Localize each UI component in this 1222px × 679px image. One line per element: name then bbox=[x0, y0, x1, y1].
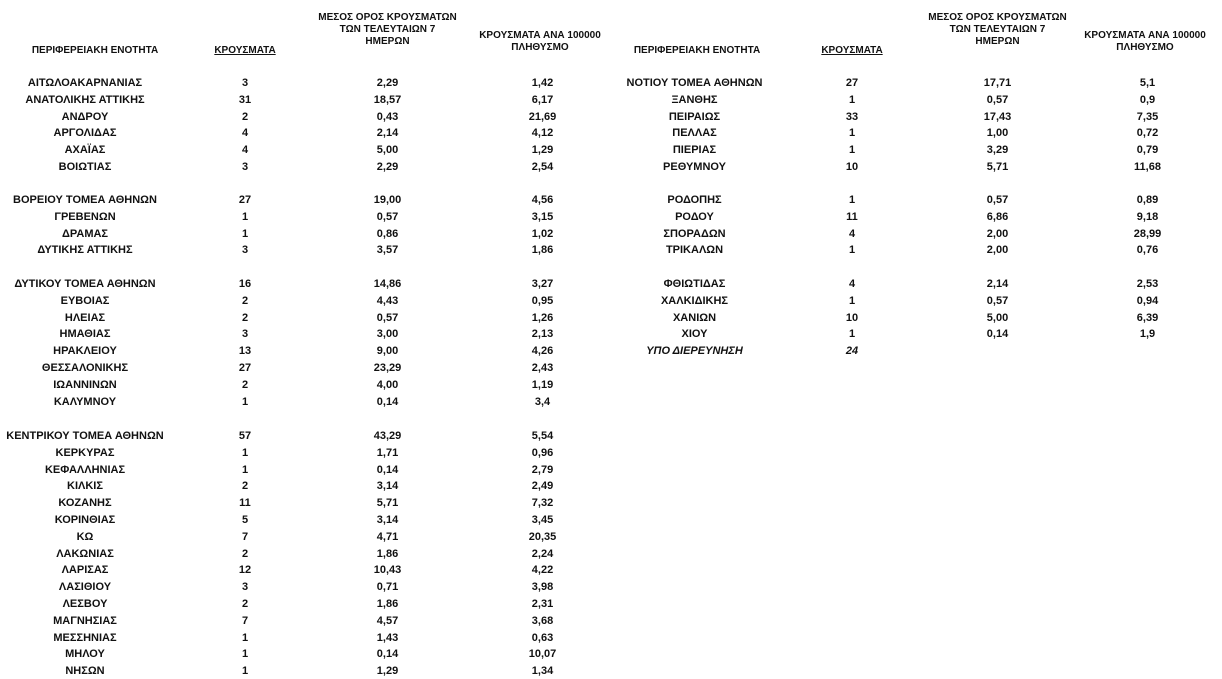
avg7-cell: 0,57 bbox=[376, 311, 399, 324]
table-row bbox=[612, 310, 1222, 326]
region-cell: ΔΥΤΙΚΗΣ ΑΤΤΙΚΗΣ bbox=[37, 244, 133, 257]
avg7-cell: 14,86 bbox=[373, 278, 402, 290]
region-cell: ΑΙΤΩΛΟΑΚΑΡΝΑΝΙΑΣ bbox=[27, 77, 143, 89]
header-per100k-left: ΚΡΟΥΣΜΑΤΑ ΑΝΑ 100000 ΠΛΗΘΥΣΜΟ bbox=[479, 30, 601, 53]
cases-cell: 1 bbox=[848, 194, 856, 206]
cases-cell: 2 bbox=[241, 294, 249, 307]
cases-cell: 1 bbox=[241, 648, 249, 661]
table-row bbox=[612, 343, 1222, 359]
avg7-cell: 17,43 bbox=[983, 110, 1012, 123]
per100k-cell: 0,63 bbox=[531, 631, 554, 644]
avg7-cell: 1,29 bbox=[376, 665, 399, 678]
avg7-cell: 5,71 bbox=[986, 161, 1009, 173]
region-cell: ΚΙΛΚΙΣ bbox=[67, 480, 103, 493]
table-row bbox=[0, 546, 620, 562]
table-row bbox=[612, 226, 1222, 242]
per100k-cell: 2,53 bbox=[1136, 278, 1159, 290]
per100k-cell: 2,13 bbox=[531, 328, 554, 341]
table-row bbox=[0, 478, 620, 494]
avg7-cell: 5,71 bbox=[376, 497, 399, 510]
region-cell: ΔΥΤΙΚΟΥ ΤΟΜΕΑ ΑΘΗΝΩΝ bbox=[14, 278, 156, 290]
per100k-cell: 4,22 bbox=[531, 564, 554, 577]
per100k-cell: 4,26 bbox=[531, 345, 554, 358]
table-row bbox=[0, 360, 620, 376]
per100k-cell: 2,54 bbox=[531, 161, 554, 173]
table-row bbox=[0, 276, 620, 292]
cases-cell: 2 bbox=[241, 598, 249, 610]
table-row bbox=[0, 125, 620, 141]
table-row bbox=[612, 276, 1222, 292]
per100k-cell: 1,29 bbox=[531, 144, 554, 157]
region-cell: ΤΡΙΚΑΛΩΝ bbox=[665, 244, 724, 257]
avg7-cell: 2,14 bbox=[376, 127, 399, 140]
header-per100k-right: ΚΡΟΥΣΜΑΤΑ ΑΝΑ 100000 ΠΛΗΘΥΣΜΟ bbox=[1084, 30, 1206, 53]
region-cell: ΛΑΣΙΘΙΟΥ bbox=[58, 581, 112, 594]
region-cell: ΠΙΕΡΙΑΣ bbox=[672, 144, 717, 157]
table-row bbox=[612, 326, 1222, 342]
region-cell: ΕΥΒΟΙΑΣ bbox=[60, 294, 110, 307]
region-cell: ΛΑΡΙΣΑΣ bbox=[61, 564, 109, 577]
per100k-cell: 11,68 bbox=[1134, 161, 1161, 173]
per100k-cell: 2,31 bbox=[531, 598, 554, 610]
avg7-cell: 1,86 bbox=[376, 547, 399, 560]
region-cell: ΑΝΑΤΟΛΙΚΗΣ ΑΤΤΙΚΗΣ bbox=[25, 93, 145, 106]
cases-cell: 2 bbox=[241, 311, 249, 324]
per100k-cell: 20,35 bbox=[528, 530, 557, 543]
avg7-cell: 2,14 bbox=[986, 278, 1009, 290]
avg7-cell: 5,00 bbox=[376, 144, 399, 157]
cases-cell: 1 bbox=[241, 395, 249, 408]
per100k-cell: 4,56 bbox=[531, 194, 554, 206]
avg7-cell: 2,29 bbox=[376, 77, 399, 89]
avg7-cell: 23,29 bbox=[373, 362, 402, 374]
table-row bbox=[0, 293, 620, 309]
region-cell: ΒΟΙΩΤΙΑΣ bbox=[58, 161, 112, 173]
cases-cell: 2 bbox=[241, 110, 249, 123]
table-row bbox=[0, 142, 620, 158]
region-cell: ΜΑΓΝΗΣΙΑΣ bbox=[53, 614, 117, 627]
cases-cell: 24 bbox=[845, 345, 859, 358]
cases-cell: 10 bbox=[845, 161, 859, 173]
cases-cell: 2 bbox=[241, 480, 249, 493]
cases-cell: 57 bbox=[238, 430, 252, 442]
per100k-cell: 2,49 bbox=[531, 480, 554, 493]
table-row bbox=[0, 646, 620, 662]
avg7-cell: 0,86 bbox=[376, 227, 399, 240]
region-cell: ΚΟΖΑΝΗΣ bbox=[58, 497, 112, 510]
per100k-cell: 3,98 bbox=[531, 581, 554, 594]
table-row bbox=[0, 445, 620, 461]
per100k-cell: 0,9 bbox=[1139, 93, 1156, 106]
cases-cell: 3 bbox=[241, 581, 249, 594]
avg7-cell: 0,14 bbox=[376, 648, 399, 661]
region-cell: ΑΝΔΡΟΥ bbox=[61, 110, 109, 123]
cases-cell: 13 bbox=[238, 345, 252, 358]
region-cell: ΥΠΟ ΔΙΕΡΕΥΝΗΣΗ bbox=[646, 345, 743, 358]
region-cell: ΙΩΑΝΝΙΝΩΝ bbox=[53, 378, 117, 391]
per100k-cell: 3,68 bbox=[531, 614, 554, 627]
cases-cell: 1 bbox=[848, 144, 856, 157]
table-row bbox=[0, 562, 620, 578]
region-cell: ΑΧΑΪΑΣ bbox=[64, 144, 106, 157]
cases-cell: 2 bbox=[241, 378, 249, 391]
avg7-cell: 0,14 bbox=[376, 463, 399, 476]
per100k-cell: 2,24 bbox=[531, 547, 554, 560]
region-cell: ΠΕΙΡΑΙΩΣ bbox=[668, 110, 721, 123]
table-row bbox=[0, 226, 620, 242]
cases-cell: 1 bbox=[241, 631, 249, 644]
per100k-cell: 3,45 bbox=[531, 514, 554, 526]
per100k-cell: 1,26 bbox=[531, 311, 554, 324]
cases-cell: 4 bbox=[241, 144, 249, 157]
per100k-cell: 0,76 bbox=[1136, 244, 1159, 257]
table-row bbox=[0, 579, 620, 595]
region-cell: ΚΕΝΤΡΙΚΟΥ ΤΟΜΕΑ ΑΘΗΝΩΝ bbox=[6, 430, 164, 442]
cases-cell: 3 bbox=[241, 328, 249, 341]
cases-cell: 11 bbox=[239, 497, 251, 510]
region-cell: ΚΩ bbox=[76, 530, 94, 543]
cases-cell: 1 bbox=[241, 227, 249, 240]
avg7-cell: 0,57 bbox=[986, 93, 1009, 106]
region-cell: ΧΑΝΙΩΝ bbox=[672, 311, 717, 324]
per100k-cell: 6,39 bbox=[1136, 311, 1159, 324]
region-cell: ΠΕΛΛΑΣ bbox=[672, 127, 717, 140]
per100k-cell: 2,43 bbox=[531, 362, 554, 374]
per100k-cell: 3,27 bbox=[531, 278, 554, 290]
per100k-cell: 5,1 bbox=[1139, 77, 1156, 89]
table-row bbox=[0, 529, 620, 545]
per100k-cell: 6,17 bbox=[531, 93, 554, 106]
cases-cell: 1 bbox=[241, 463, 249, 476]
region-cell: ΗΛΕΙΑΣ bbox=[64, 311, 106, 324]
avg7-cell: 4,00 bbox=[376, 378, 399, 391]
region-cell: ΡΟΔΟΠΗΣ bbox=[667, 194, 722, 206]
cases-cell: 3 bbox=[241, 161, 249, 173]
per100k-cell: 4,12 bbox=[531, 127, 554, 140]
table-row bbox=[0, 209, 620, 225]
region-cell: ΦΘΙΩΤΙΔΑΣ bbox=[663, 278, 726, 290]
table-row bbox=[612, 142, 1222, 158]
avg7-cell: 0,43 bbox=[376, 110, 399, 123]
cases-cell: 4 bbox=[848, 278, 856, 290]
cases-cell: 3 bbox=[241, 244, 249, 257]
cases-cell: 1 bbox=[241, 446, 249, 459]
avg7-cell: 19,00 bbox=[373, 194, 402, 206]
cases-cell: 7 bbox=[241, 614, 249, 627]
table-row bbox=[612, 209, 1222, 225]
per100k-cell: 21,69 bbox=[528, 110, 557, 123]
per100k-cell: 2,79 bbox=[531, 463, 554, 476]
region-cell: ΔΡΑΜΑΣ bbox=[61, 227, 109, 240]
table-row bbox=[0, 512, 620, 528]
per100k-cell: 1,42 bbox=[531, 77, 554, 89]
per100k-cell: 7,35 bbox=[1136, 110, 1159, 123]
region-cell: ΣΠΟΡΑΔΩΝ bbox=[663, 227, 726, 240]
cases-cell: 1 bbox=[848, 244, 856, 257]
table-row bbox=[0, 192, 620, 208]
avg7-cell: 0,71 bbox=[376, 581, 399, 594]
region-cell: ΞΑΝΘΗΣ bbox=[671, 93, 718, 106]
cases-cell: 11 bbox=[846, 210, 858, 223]
table-row bbox=[0, 343, 620, 359]
table-row bbox=[612, 92, 1222, 108]
region-cell: ΒΟΡΕΙΟΥ ΤΟΜΕΑ ΑΘΗΝΩΝ bbox=[13, 194, 157, 206]
region-cell: ΑΡΓΟΛΙΔΑΣ bbox=[53, 127, 117, 140]
cases-cell: 16 bbox=[238, 278, 252, 290]
avg7-cell: 0,14 bbox=[376, 395, 399, 408]
avg7-cell: 0,57 bbox=[986, 194, 1009, 206]
region-cell: ΚΕΡΚΥΡΑΣ bbox=[55, 446, 115, 459]
cases-cell: 27 bbox=[238, 362, 252, 374]
table-row bbox=[0, 613, 620, 629]
region-cell: ΗΜΑΘΙΑΣ bbox=[59, 328, 111, 341]
avg7-cell: 18,57 bbox=[373, 93, 402, 106]
header-region-left: ΠΕΡΙΦΕΡΕΙΑΚΗ ΕΝΟΤΗΤΑ bbox=[31, 45, 159, 56]
region-cell: ΓΡΕΒΕΝΩΝ bbox=[54, 210, 116, 223]
per100k-cell: 0,72 bbox=[1136, 127, 1159, 140]
cases-cell: 31 bbox=[238, 93, 252, 106]
table-row bbox=[0, 242, 620, 258]
table-row bbox=[0, 428, 620, 444]
region-cell: ΜΗΛΟΥ bbox=[65, 648, 105, 661]
avg7-cell: 1,00 bbox=[986, 127, 1009, 140]
table-row bbox=[612, 293, 1222, 309]
region-cell: ΧΙΟΥ bbox=[681, 328, 708, 341]
cases-cell: 1 bbox=[848, 93, 856, 106]
header-avg7-right: ΜΕΣΟΣ ΟΡΟΣ ΚΡΟΥΣΜΑΤΩΝ ΤΩΝ ΤΕΛΕΥΤΑΙΩΝ 7 ΗΜΕΡΩΝ bbox=[928, 12, 1067, 47]
table-row bbox=[0, 596, 620, 612]
per100k-cell: 1,02 bbox=[531, 227, 554, 240]
table-row bbox=[612, 192, 1222, 208]
region-cell: ΡΟΔΟΥ bbox=[675, 210, 714, 223]
cases-cell: 1 bbox=[848, 294, 856, 307]
per100k-cell: 7,32 bbox=[531, 497, 554, 510]
avg7-cell: 3,14 bbox=[376, 480, 399, 493]
avg7-cell: 2,00 bbox=[986, 244, 1009, 257]
per100k-cell: 0,79 bbox=[1136, 144, 1159, 157]
header-cases-right: ΚΡΟΥΣΜΑΤΑ bbox=[821, 45, 883, 56]
table-row bbox=[0, 92, 620, 108]
region-cell: ΛΑΚΩΝΙΑΣ bbox=[56, 547, 114, 560]
avg7-cell: 4,43 bbox=[376, 294, 399, 307]
table-row bbox=[0, 326, 620, 342]
region-cell: ΗΡΑΚΛΕΙΟΥ bbox=[53, 345, 117, 358]
cases-cell: 10 bbox=[845, 311, 859, 324]
region-cell: ΘΕΣΣΑΛΟΝΙΚΗΣ bbox=[41, 362, 129, 374]
cases-cell: 27 bbox=[238, 194, 252, 206]
avg7-cell: 0,14 bbox=[986, 328, 1009, 341]
avg7-cell: 1,86 bbox=[376, 598, 399, 610]
per100k-cell: 1,9 bbox=[1139, 328, 1156, 341]
header-cases-left: ΚΡΟΥΣΜΑΤΑ bbox=[214, 45, 276, 56]
avg7-cell: 6,86 bbox=[986, 210, 1009, 223]
avg7-cell: 1,71 bbox=[376, 446, 399, 459]
table-row bbox=[0, 462, 620, 478]
per100k-cell: 0,96 bbox=[531, 446, 554, 459]
region-cell: ΝΟΤΙΟΥ ΤΟΜΕΑ ΑΘΗΝΩΝ bbox=[626, 77, 763, 89]
avg7-cell: 3,57 bbox=[376, 244, 399, 257]
table-row bbox=[612, 109, 1222, 125]
per100k-cell: 0,94 bbox=[1136, 294, 1159, 307]
cases-cell: 5 bbox=[241, 514, 249, 526]
cases-cell: 2 bbox=[241, 547, 249, 560]
per100k-cell: 28,99 bbox=[1133, 227, 1162, 240]
avg7-cell: 4,57 bbox=[376, 614, 399, 627]
per100k-cell: 9,18 bbox=[1136, 210, 1159, 223]
avg7-cell: 4,71 bbox=[376, 530, 399, 543]
region-cell: ΜΕΣΣΗΝΙΑΣ bbox=[53, 631, 117, 644]
region-cell: ΚΕΦΑΛΛΗΝΙΑΣ bbox=[44, 463, 126, 476]
cases-cell: 4 bbox=[241, 127, 249, 140]
cases-cell: 27 bbox=[845, 77, 859, 89]
table-row bbox=[612, 75, 1222, 91]
table-row bbox=[0, 630, 620, 646]
cases-cell: 33 bbox=[845, 110, 859, 123]
region-cell: ΚΑΛΥΜΝΟΥ bbox=[53, 395, 117, 408]
avg7-cell: 10,43 bbox=[373, 564, 402, 577]
avg7-cell: 9,00 bbox=[376, 345, 399, 358]
table-row bbox=[612, 125, 1222, 141]
avg7-cell: 2,00 bbox=[986, 227, 1009, 240]
cases-cell: 1 bbox=[241, 665, 249, 678]
table-row bbox=[0, 377, 620, 393]
table-row bbox=[612, 159, 1222, 175]
avg7-cell: 3,14 bbox=[376, 514, 399, 526]
region-cell: ΝΗΣΩΝ bbox=[65, 665, 105, 678]
per100k-cell: 1,34 bbox=[531, 665, 554, 678]
region-cell: ΛΕΣΒΟΥ bbox=[62, 598, 108, 610]
table-row bbox=[0, 75, 620, 91]
per100k-cell: 3,4 bbox=[534, 395, 551, 408]
cases-cell: 1 bbox=[848, 127, 856, 140]
table-row bbox=[0, 495, 620, 511]
header-region-right: ΠΕΡΙΦΕΡΕΙΑΚΗ ΕΝΟΤΗΤΑ bbox=[633, 45, 761, 56]
avg7-cell: 2,29 bbox=[376, 161, 399, 173]
per100k-cell: 0,89 bbox=[1136, 194, 1159, 206]
cases-cell: 3 bbox=[241, 77, 249, 89]
cases-cell: 4 bbox=[848, 227, 856, 240]
region-cell: ΚΟΡΙΝΘΙΑΣ bbox=[54, 514, 116, 526]
avg7-cell: 3,29 bbox=[986, 144, 1009, 157]
per100k-cell: 1,19 bbox=[531, 378, 554, 391]
table-row bbox=[0, 109, 620, 125]
table-row bbox=[0, 159, 620, 175]
header-avg7-left: ΜΕΣΟΣ ΟΡΟΣ ΚΡΟΥΣΜΑΤΩΝ ΤΩΝ ΤΕΛΕΥΤΑΙΩΝ 7 ΗΜΕΡΩΝ bbox=[318, 12, 457, 47]
avg7-cell: 0,57 bbox=[986, 294, 1009, 307]
per100k-cell: 5,54 bbox=[531, 430, 554, 442]
avg7-cell: 3,00 bbox=[376, 328, 399, 341]
avg7-cell: 0,57 bbox=[376, 210, 399, 223]
cases-cell: 7 bbox=[241, 530, 249, 543]
cases-cell: 12 bbox=[238, 564, 252, 577]
cases-cell: 1 bbox=[848, 328, 856, 341]
table-row bbox=[612, 242, 1222, 258]
per100k-cell: 0,95 bbox=[531, 294, 554, 307]
avg7-cell: 17,71 bbox=[983, 77, 1012, 89]
region-cell: ΧΑΛΚΙΔΙΚΗΣ bbox=[660, 294, 729, 307]
cases-cell: 1 bbox=[241, 210, 249, 223]
region-cell: ΡΕΘΥΜΝΟΥ bbox=[663, 161, 726, 173]
per100k-cell: 10,07 bbox=[528, 648, 557, 661]
avg7-cell: 1,43 bbox=[376, 631, 399, 644]
per100k-cell: 3,15 bbox=[531, 210, 554, 223]
table-row bbox=[0, 394, 620, 410]
table-row bbox=[0, 310, 620, 326]
avg7-cell: 43,29 bbox=[373, 430, 402, 442]
per100k-cell: 1,86 bbox=[531, 244, 554, 257]
avg7-cell: 5,00 bbox=[986, 311, 1009, 324]
